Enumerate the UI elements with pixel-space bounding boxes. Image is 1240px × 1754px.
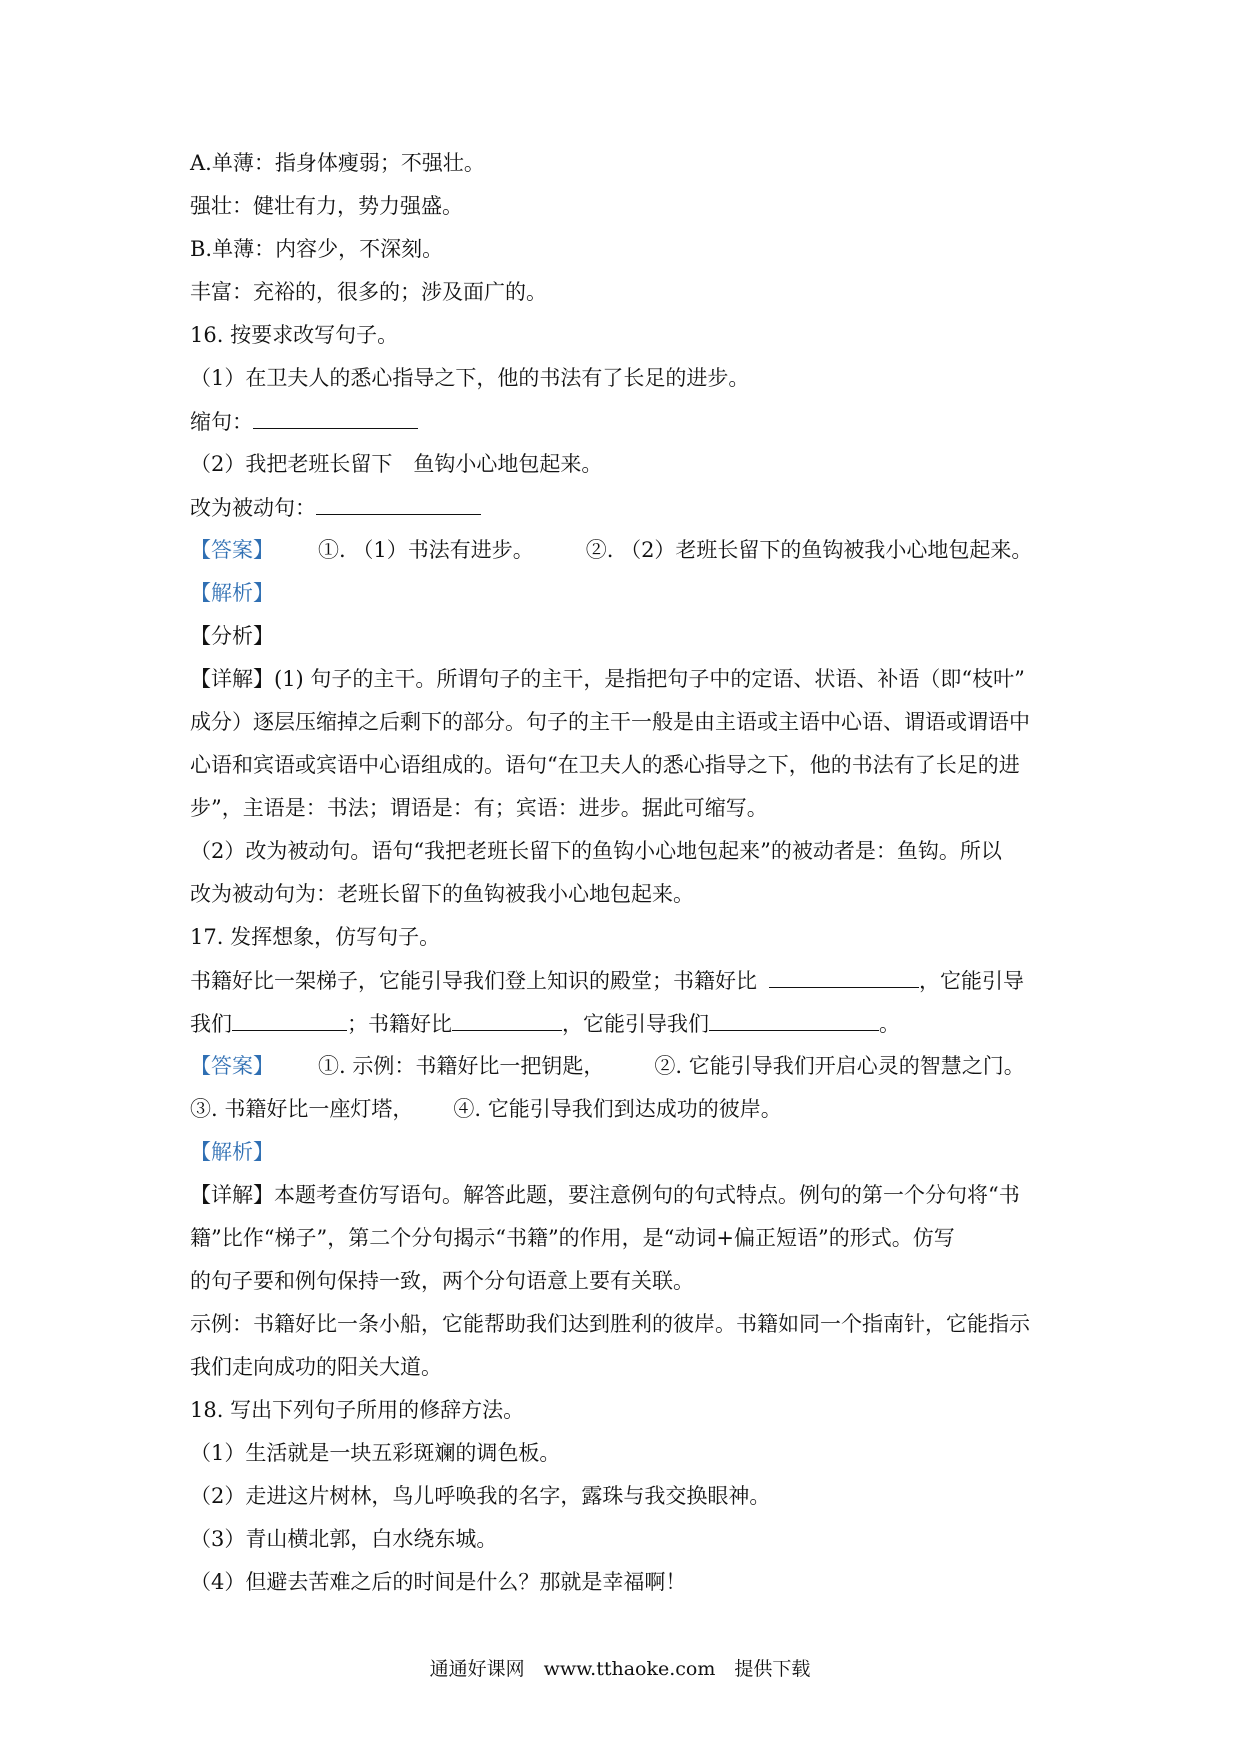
explanation-line: B.单薄：内容少，不深刻。 (190, 237, 444, 261)
page-footer: 通通好课网 www.tthaoke.com 提供下载 (429, 1658, 811, 1680)
answer-item: ③. 书籍好比一座灯塔， (190, 1097, 414, 1121)
explanation-line: 丰富：充裕的，很多的；涉及面广的。 (190, 280, 547, 304)
question-16-sentence-1: （1）在卫夫人的悉心指导之下，他的书法有了长足的进步。 (190, 366, 750, 390)
question-17-title: 17. 发挥想象，仿写句子。 (190, 925, 441, 949)
answer-item: ①. （1）书法有进步。 (318, 538, 534, 562)
answer-item: ②. （2）老班长留下的鱼钩被我小心地包起来。 (585, 538, 1033, 562)
detail-line: 籍”比作“梯子”，第二个分句揭示“书籍”的作用，是“动词+偏正短语”的形式。仿写 (190, 1226, 955, 1250)
jiexi-tag: 【解析】 (190, 581, 274, 605)
question-17-sentence-1: 书籍好比一架梯子，它能引导我们登上知识的殿堂；书籍好比 ，它能引导 (190, 965, 1060, 996)
question-16-answer (190, 535, 1060, 565)
answer-blank[interactable] (253, 406, 418, 429)
detail-tag: 【详解】 (190, 667, 274, 691)
question-16-sentence-2: （2）我把老班长留下 鱼钩小心地包起来。 (190, 452, 603, 476)
prompt-label: 缩句： (190, 410, 253, 434)
detail-line: 【详解】(1) 句子的主干。所谓句子的主干，是指把句子中的定语、状语、补语（即“枝叶” (190, 667, 1025, 691)
question-16-title: 16. 按要求改写句子。 (190, 323, 399, 347)
question-18-sentence-4: （4）但避去苦难之后的时间是什么？那就是幸福啊！ (190, 1570, 687, 1594)
fenxi-tag: 【分析】 (190, 624, 274, 648)
detail-line: 成分）逐层压缩掉之后剩下的部分。句子的主干一般是由主语或主语中心语、谓语或谓语中 (190, 710, 1030, 734)
jiexi-tag: 【解析】 (190, 1140, 274, 1164)
answer-item: ①. 示例：书籍好比一把钥匙， (318, 1054, 605, 1078)
detail-line: 步”，主语是：书法；谓语是：有；宾语：进步。据此可缩写。 (190, 796, 768, 820)
explanation-line: A.单薄：指身体瘦弱；不强壮。 (190, 151, 485, 175)
question-17-sentence-2: 我们 ；书籍好比 ，它能引导我们 。 (190, 1008, 1060, 1039)
detail-tag: 【详解】 (190, 1183, 274, 1207)
answer-blank[interactable] (232, 1008, 347, 1031)
answer-tag: 【答案】 (190, 1054, 274, 1078)
question-18-sentence-2: （2）走进这片树林，鸟儿呼唤我的名字，露珠与我交换眼神。 (190, 1484, 771, 1508)
answer-blank[interactable] (769, 965, 919, 988)
answer-blank[interactable] (316, 492, 481, 515)
answer-item: ②. 它能引导我们开启心灵的智慧之门。 (654, 1054, 1025, 1078)
question-17-answer-1 (190, 1051, 1060, 1081)
detail-line: 心语和宾语或宾语中心语组成的。语句“在卫夫人的悉心指导之下，他的书法有了长足的进 (190, 753, 1020, 777)
prompt-label: 改为被动句： (190, 496, 316, 520)
detail-line: 我们走向成功的阳关大道。 (190, 1355, 442, 1379)
answer-tag: 【答案】 (190, 538, 274, 562)
answer-blank[interactable] (709, 1008, 879, 1031)
question-17-answer-2 (190, 1094, 1060, 1124)
answer-item: ④. 它能引导我们到达成功的彼岸。 (453, 1097, 782, 1121)
question-18-sentence-3: （3）青山横北郭，白水绕东城。 (190, 1527, 498, 1551)
question-16-prompt-2 (190, 492, 1060, 523)
explanation-line: 强壮：健壮有力，势力强盛。 (190, 194, 463, 218)
detail-line: （2）改为被动句。语句“我把老班长留下的鱼钩小心地包起来”的被动者是：鱼钩。所以 (190, 839, 1002, 863)
question-18-title: 18. 写出下列句子所用的修辞方法。 (190, 1398, 525, 1422)
detail-line: 【详解】本题考查仿写语句。解答此题，要注意例句的句式特点。例句的第一个分句将“书 (190, 1183, 1020, 1207)
answer-blank[interactable] (452, 1008, 562, 1031)
detail-line: 示例：书籍好比一条小船，它能帮助我们达到胜利的彼岸。书籍如同一个指南针，它能指示 (190, 1312, 1030, 1336)
detail-line: 的句子要和例句保持一致，两个分句语意上要有关联。 (190, 1269, 694, 1293)
question-16-prompt-1 (190, 406, 1060, 437)
detail-line: 改为被动句为：老班长留下的鱼钩被我小心地包起来。 (190, 882, 694, 906)
question-18-sentence-1: （1）生活就是一块五彩斑斓的调色板。 (190, 1441, 561, 1465)
